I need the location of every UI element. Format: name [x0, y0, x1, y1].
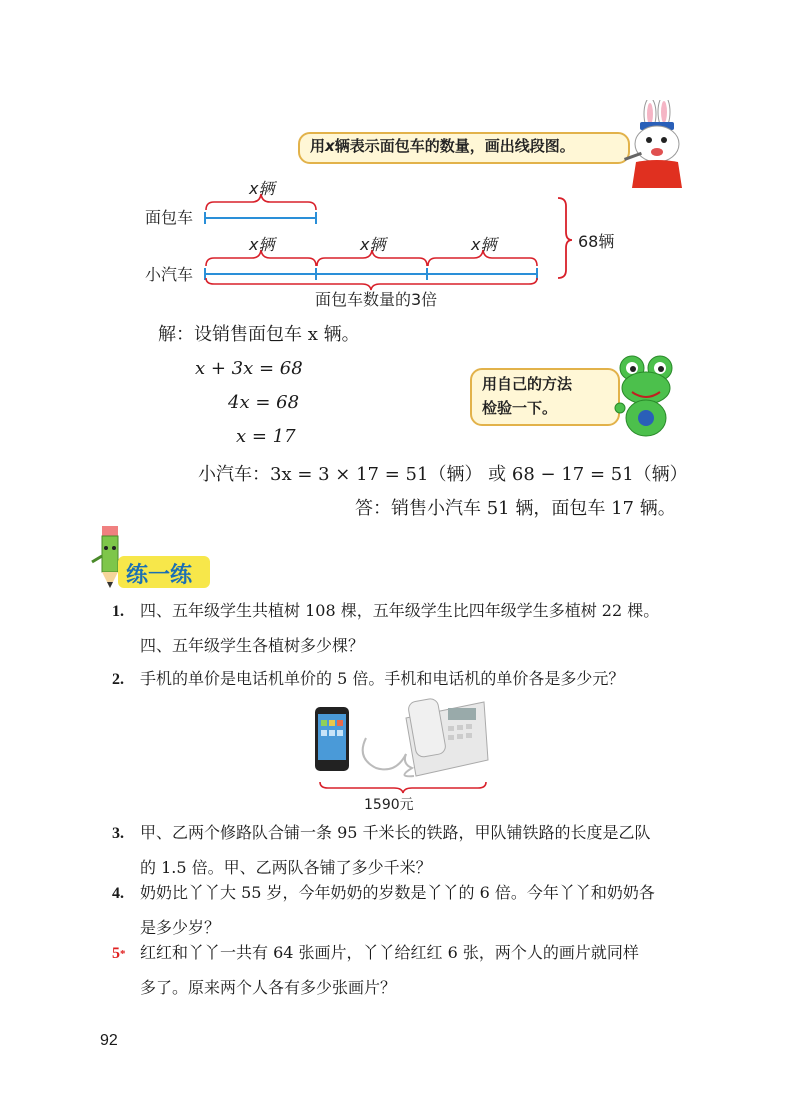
segment-label: x辆	[360, 235, 386, 254]
desk-telephone-icon	[356, 694, 490, 780]
equation-2: 4x = 68	[228, 392, 300, 413]
speech-bubble-check: 用自己的方法 检验一下。	[470, 368, 620, 426]
total-label: 68辆	[578, 232, 615, 251]
bottom-brace-label: 面包车数量的3倍	[315, 290, 438, 309]
speech-bubble-diagram: 用x辆表示面包车的数量，画出线段图。	[298, 132, 630, 164]
total-brace	[558, 198, 572, 278]
mobile-phone-icon	[314, 706, 350, 772]
problem-1: 1. 四、五年级学生共植树 108 棵，五年级学生比四年级学生多植树 22 棵。 四、五年级学生各植树多少棵？	[112, 601, 660, 655]
row-label-car: 小汽车	[145, 265, 194, 284]
equation-1: x + 3x = 68	[195, 358, 303, 379]
problem-3: 3. 甲、乙两个修路队合铺一条 95 千米长的铁路，甲队铺铁路的长度是乙队 的 1.5 倍。甲、乙两队各铺了多少千米？	[112, 823, 651, 877]
practice-title: 练一练	[126, 563, 193, 588]
check-line: 小汽车：3x = 3 × 17 = 51（辆） 或 68 − 17 = 51（辆）	[198, 464, 688, 485]
row-label-bread-van: 面包车	[145, 208, 194, 227]
price-brace	[318, 780, 488, 794]
price-label: 1590元	[364, 797, 414, 813]
problem-5: 5* 红红和丫丫一共有 64 张画片，丫丫给红红 6 张，两个人的画片就同样 多了。原来两个人各有多少张画片？	[112, 943, 639, 997]
frog-mascot-icon	[612, 352, 682, 438]
equation-3: x = 17	[236, 426, 296, 447]
segment-label: x辆	[471, 235, 497, 254]
page-number: 92	[100, 1032, 118, 1049]
segment-label: x辆	[249, 179, 275, 198]
segment-label: x辆	[249, 235, 275, 254]
problem-2: 2. 手机的单价是电话机单价的 5 倍。手机和电话机的单价各是多少元？	[112, 669, 625, 688]
solution-intro: 解：设销售面包车 x 辆。	[158, 324, 360, 345]
answer-line: 答：销售小汽车 51 辆，面包车 17 辆。	[355, 498, 676, 519]
rabbit-mascot-icon	[620, 100, 690, 190]
problem-4: 4. 奶奶比丫丫大 55 岁，今年奶奶的岁数是丫丫的 6 倍。今年丫丫和奶奶各 是多少岁？	[112, 883, 655, 937]
